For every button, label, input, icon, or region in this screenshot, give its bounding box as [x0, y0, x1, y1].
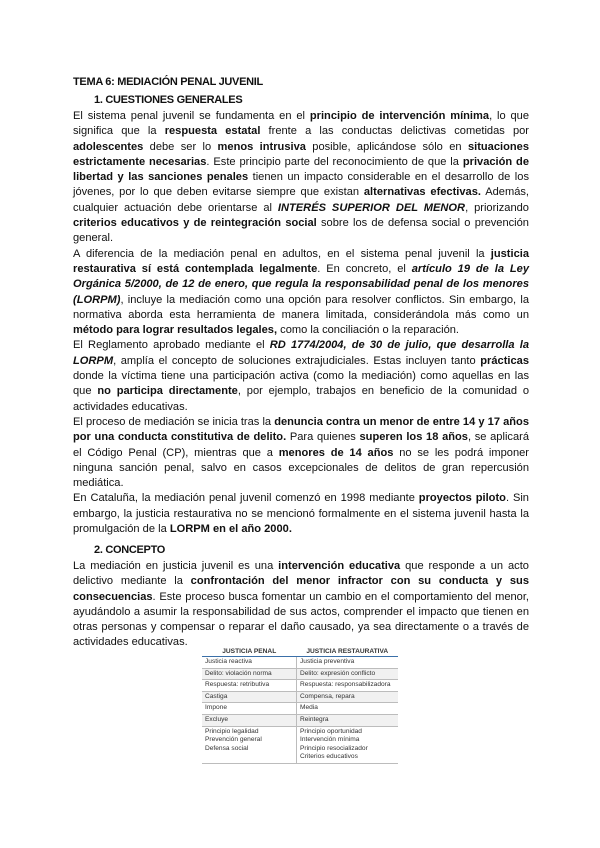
emphasis-text: confrontación del menor infractor con su conducta y sus consecuencias [73, 575, 529, 603]
text-run: , priorizando [465, 201, 529, 214]
table-cell: Castiga [202, 691, 297, 703]
emphasis-text: privación de libertad y las sanciones penales [73, 155, 530, 184]
text-run: tienen un impacto considerable en el desarrollo de los jóvenes, por lo que deben evitarse siempre que existan [73, 171, 529, 199]
emphasis-text: intervención educativa [278, 560, 401, 572]
cell-line: Intervención mínima [300, 736, 360, 744]
table-cell: Compensa, repara [297, 691, 399, 703]
comparison-table [202, 647, 398, 764]
text-run: Para quienes [286, 431, 360, 444]
section-heading-concepto: 2. CONCEPTO [94, 544, 166, 556]
table-row [202, 714, 398, 726]
text-run: El sistema penal juvenil se fundamenta en el [73, 110, 310, 122]
table-cell: Justicia preventiva [297, 657, 399, 669]
table-row [202, 726, 398, 763]
emphasis-text: justicia restaurativa sí está contemplada legalmente [73, 247, 529, 275]
section-body-concepto [73, 559, 529, 651]
text-run: como la conciliación o la reparación. [277, 324, 459, 337]
text-run: Además, cualquier actuación debe orientarse al [73, 186, 529, 214]
emphasis-text: no participa directamente [97, 385, 238, 398]
cell-line: Criterios educativos [300, 753, 358, 761]
cell-line: Principio resocializador [300, 744, 368, 752]
table-row [202, 691, 398, 703]
emphasis-text: superen los 18 años [359, 431, 468, 444]
emphasis-text: denuncia contra un menor de entre 14 y 17 años por una conducta constitutiva de delito. [73, 415, 529, 444]
table-cell: Respuesta: responsabilizadora [297, 680, 399, 692]
emphasis-text: respuesta estatal [164, 125, 261, 138]
table-cell: Media [297, 703, 399, 715]
column-header: JUSTICIA PENAL [202, 647, 297, 657]
section-heading-cuestiones-generales: 1. CUESTIONES GENERALES [94, 94, 243, 106]
text-run: . Este principio parte del reconocimiento de que la [206, 155, 463, 168]
table-cell [202, 726, 297, 763]
paragraph [73, 491, 529, 537]
emphasis-italic-text: RD 1774/2004, de 30 de julio, que desarrolla la LORPM [73, 339, 529, 367]
document-title: TEMA 6: MEDIACIÓN PENAL JUVENIL [73, 76, 263, 88]
cell-line: Principio oportunidad [300, 727, 362, 735]
text-run: , amplía el concepto de soluciones extrajudiciales. Estas incluyen tanto [113, 354, 481, 367]
table-cell: Impone [202, 703, 297, 715]
table-row [202, 680, 398, 692]
emphasis-text: alternativas efectivas. [363, 186, 481, 199]
emphasis-text: método para lograr resultados legales, [73, 324, 278, 337]
table-row [202, 668, 398, 680]
table-cell: Respuesta: retributiva [202, 680, 297, 692]
emphasis-text: LORPM en el año 2000. [169, 523, 292, 536]
table-cell: Delito: expresión conflicto [297, 668, 399, 680]
text-run: A diferencia de la mediación penal en adultos, en el sistema penal juvenil la [73, 247, 491, 260]
table-cell [297, 726, 399, 763]
paragraph [73, 559, 529, 651]
table-row [202, 703, 398, 715]
text-run: , incluye la mediación como una opción para resolver conflictos. Sin embargo, la normativa aborda esta herramienta de manera limitada, considerándola más como un [73, 293, 529, 321]
emphasis-text: proyectos piloto [418, 492, 506, 505]
text-run: debe ser lo [143, 140, 218, 153]
text-run: La mediación en justicia juvenil es una [73, 560, 279, 572]
emphasis-text: prácticas [480, 354, 529, 367]
paragraph [73, 338, 529, 414]
emphasis-text: principio de intervención mínima [309, 110, 490, 122]
table-header-row [202, 647, 398, 657]
text-run: . En concreto, el [317, 262, 412, 275]
text-run: que responde a un acto delictivo mediante la [73, 560, 529, 588]
emphasis-italic-text: INTERÉS SUPERIOR DEL MENOR [277, 201, 466, 214]
table-cell: Excluye [202, 714, 297, 726]
text-run: , se aplicará el Código Penal (CP), mientras que a [73, 431, 529, 459]
cell-line: Prevención general [205, 736, 262, 744]
emphasis-text: criterios educativos y de reintegración social [73, 217, 317, 230]
text-run: En Cataluña, la mediación penal juvenil comenzó en 1998 mediante [73, 492, 419, 505]
emphasis-text: menores de 14 años [278, 446, 394, 459]
emphasis-italic-text: artículo 19 de la Ley Orgánica 5/2000, de 12 de enero, que regula la responsabilidad penal de los menores (LORPM) [73, 262, 529, 306]
cell-line: Defensa social [205, 744, 249, 752]
emphasis-text: adolescentes [73, 140, 144, 153]
text-run: El proceso de mediación se inicia tras la [73, 415, 275, 428]
emphasis-text: situaciones estrictamente necesarias [73, 140, 529, 168]
paragraph [73, 247, 529, 339]
table-row [202, 657, 398, 669]
text-run: . Este proceso busca fomentar un cambio en el comportamiento del menor, ayudándolo a asumir la responsabilidad de sus actos, comprender el impacto que tienen en otras personas y compensar o reparar el daño causado, ya sea directamente o a través de actividades educativas. [73, 590, 529, 649]
table-cell: Justicia reactiva [202, 657, 297, 669]
text-run: no se les podrá imponer ninguna sanción penal, salvo en casos excepcionales de delitos de gran repercusión mediática. [73, 446, 529, 490]
text-run: frente a las conductas delictivas cometidas por [260, 125, 529, 138]
text-run: donde la víctima tiene una participación activa (como la mediación) como aquellas en las que [73, 370, 529, 398]
column-header: JUSTICIA RESTAURATIVA [297, 647, 399, 657]
text-run: . Sin embargo, la justicia restaurativa no se mencionó formalmente en el sistema juvenil hasta la promulgación de la [73, 492, 529, 536]
paragraph [73, 415, 529, 491]
table-cell: Reintegra [297, 714, 399, 726]
text-run: sobre los de defensa social o prevención general. [73, 217, 529, 245]
cell-line: Principio legalidad [205, 727, 259, 735]
paragraph [73, 109, 529, 247]
text-run: , por ejemplo, trabajos en beneficio de la comunidad o actividades educativas. [73, 385, 530, 413]
text-run: El Reglamento aprobado mediante el [73, 339, 270, 352]
text-run: , lo que significa que la [73, 110, 530, 138]
emphasis-text: menos intrusiva [217, 140, 306, 153]
table-cell: Delito: violación norma [202, 668, 297, 680]
section-body-cuestiones-generales [73, 109, 529, 537]
text-run: posible, aplicándose sólo en [305, 140, 468, 153]
